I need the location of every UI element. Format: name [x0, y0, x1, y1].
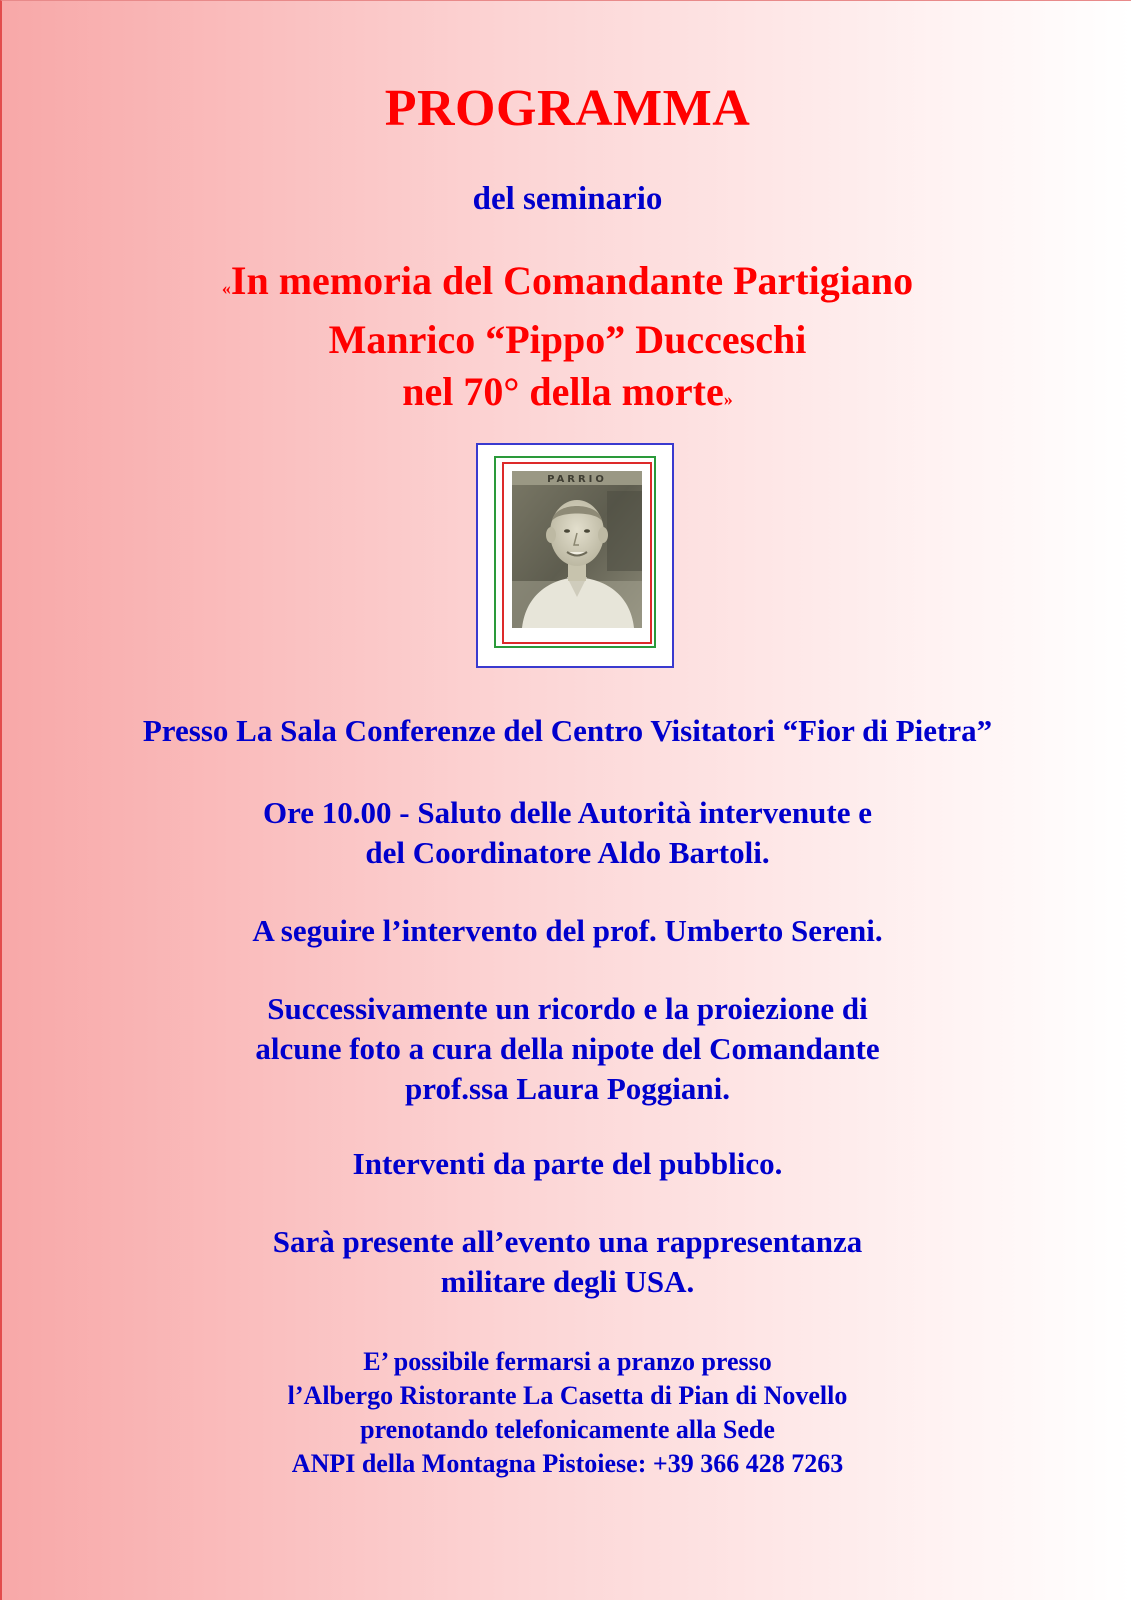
schedule-item-usa: [2, 1222, 1131, 1302]
usa-line-1: Sarà presente all’evento una rappresentanza: [272, 1224, 863, 1259]
seminar-title-line-1: [2, 255, 1131, 314]
schedule-item-public: Interventi da parte del pubblico.: [352, 1146, 783, 1181]
seminar-title-line-1-text: In memoria del Comandante Partigiano: [230, 258, 914, 303]
open-quote: «: [221, 278, 231, 298]
greetings-line-2: del Coordinatore Aldo Bartoli.: [365, 835, 770, 870]
program-title: PROGRAMMA: [384, 80, 751, 137]
close-quote: »: [723, 389, 733, 409]
portrait-photo: [512, 471, 642, 628]
photos-line-3: prof.ssa Laura Poggiani.: [405, 1071, 730, 1106]
lunch-line-4: ANPI della Montagna Pistoiese: +39 366 428 7263: [291, 1449, 844, 1478]
photos-line-2: alcune foto a cura della nipote del Comandante: [255, 1031, 880, 1066]
lunch-line-3: prenotando telefonicamente alla Sede: [360, 1415, 775, 1444]
seminar-title-line-3: [2, 366, 1131, 425]
schedule-item-greetings: [2, 793, 1131, 873]
schedule-item-speech: A seguire l’intervento del prof. Umberto Sereni.: [252, 913, 883, 948]
sign-text: PARRIO: [547, 474, 607, 485]
lunch-line-1: E’ possibile fermarsi a pranzo presso: [363, 1347, 772, 1376]
portrait-frame: [476, 443, 674, 668]
lunch-line-2: l’Albergo Ristorante La Casetta di Pian di Novello: [287, 1381, 848, 1410]
seminar-title-line-3-text: nel 70° della morte: [402, 369, 724, 414]
seminar-title-line-2: Manrico “Pippo” Ducceschi: [328, 317, 807, 362]
seminar-title: [2, 255, 1131, 425]
portrait-illustration: [512, 471, 642, 628]
photos-line-1: Successivamente un ricordo e la proiezione di: [267, 991, 868, 1026]
seminar-subtitle: del seminario: [472, 181, 663, 217]
usa-line-2: militare degli USA.: [440, 1264, 695, 1299]
greetings-line-1: Ore 10.00 - Saluto delle Autorità intervenute e: [262, 795, 872, 830]
venue-line: Presso La Sala Conferenze del Centro Visitatori “Fior di Pietra”: [142, 713, 993, 748]
schedule-item-photos: [2, 989, 1131, 1109]
lunch-info: [2, 1345, 1131, 1481]
